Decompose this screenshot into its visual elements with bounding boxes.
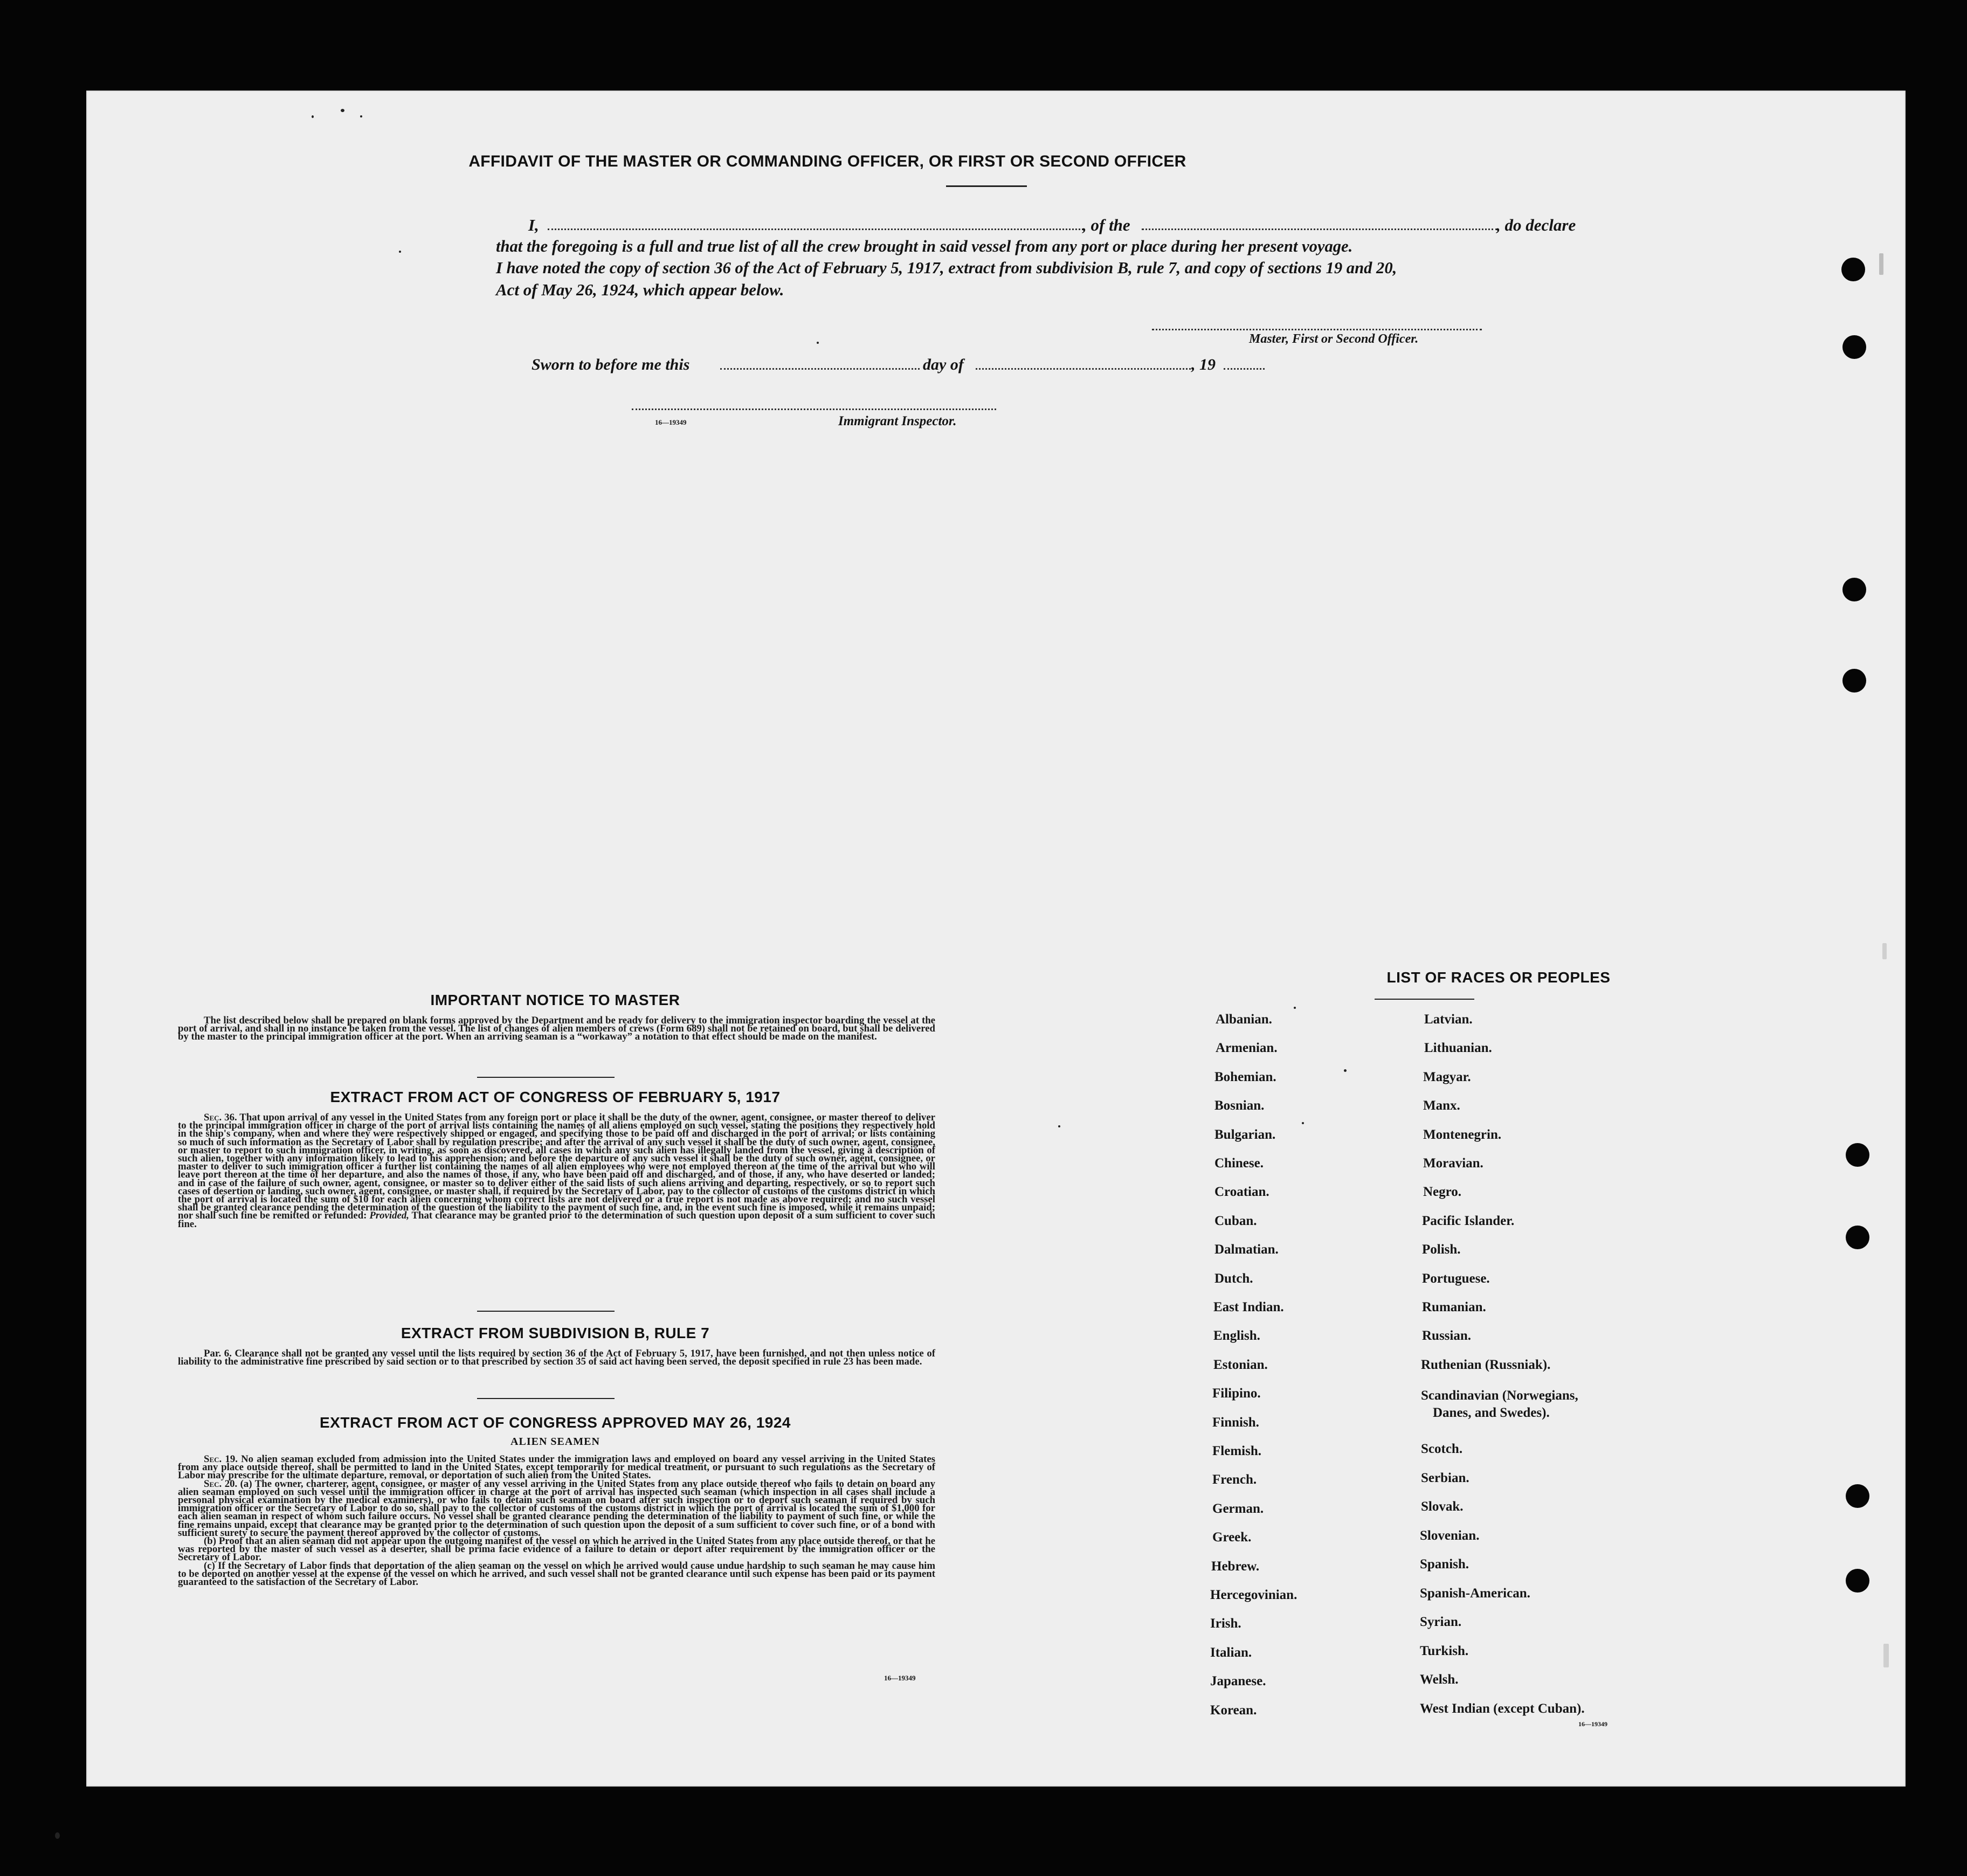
- sworn-date-blank[interactable]: [720, 368, 920, 370]
- race-right-item: West Indian (except Cuban).: [1420, 1701, 1585, 1716]
- sworn-year-label: , 19: [1191, 356, 1216, 373]
- race-right-item: Serbian.: [1421, 1470, 1469, 1485]
- ink-speck: [817, 342, 819, 344]
- section-36-paragraph: [178, 1113, 935, 1228]
- race-left-item: Albanian.: [1216, 1012, 1272, 1027]
- race-right-item: Spanish-American.: [1420, 1586, 1530, 1601]
- race-right-item: Latvian.: [1424, 1012, 1473, 1027]
- ink-speck: [1302, 1122, 1304, 1124]
- race-right-item: Danes, and Swedes).: [1433, 1406, 1550, 1420]
- races-title-rule: [1375, 999, 1474, 1000]
- affidavit-name-blank[interactable]: [548, 229, 1083, 230]
- race-right-item: Slovenian.: [1420, 1528, 1480, 1543]
- races-form-number: 16—19349: [1578, 1720, 1607, 1728]
- affidavit-line4: Act of May 26, 1924, which appear below.: [496, 280, 784, 299]
- race-right-item: Polish.: [1422, 1242, 1461, 1257]
- extract-1924-title: EXTRACT FROM ACT OF CONGRESS APPROVED MAY 26, 1924: [320, 1414, 791, 1431]
- section-20a-paragraph: [178, 1480, 935, 1537]
- signature-blank[interactable]: [1152, 329, 1482, 330]
- affidavit-line3: I have noted the copy of section 36 of the Act of February 5, 1917, extract from subdivision B, rule 7, and copy of sections 19 and 20,: [496, 259, 1397, 277]
- provided-word: Provided,: [369, 1210, 409, 1222]
- race-left-item: Italian.: [1210, 1645, 1252, 1660]
- ink-speck: [1294, 1007, 1296, 1009]
- affidavit-title-rule: [946, 185, 1027, 187]
- race-left-item: Hebrew.: [1211, 1559, 1260, 1574]
- race-right-item: Lithuanian.: [1424, 1041, 1492, 1056]
- race-left-item: Armenian.: [1216, 1041, 1278, 1056]
- punch-hole: [1842, 669, 1866, 693]
- punch-hole: [1841, 258, 1865, 281]
- race-left-item: Finnish.: [1212, 1415, 1259, 1430]
- race-left-item: Filipino.: [1212, 1386, 1261, 1401]
- affidavit-vessel-blank[interactable]: [1142, 229, 1497, 230]
- notice-text: [178, 1016, 935, 1041]
- signature-caption: Master, First or Second Officer.: [1249, 332, 1419, 346]
- extract-1917-rule: [477, 1311, 615, 1312]
- document-page: [86, 91, 1906, 1787]
- section-19-paragraph: [178, 1455, 935, 1480]
- section-19-text: 19. No alien seaman excluded from admission into the United States under the immigration laws and employed on board any vessel arriving in the United States from any place outside thereof, shall be permitted to land in the United States, except temporarily for medical treatment, or pursuant to such regulations as the Secretary of Labor may prescribe for the ultimate departure, removal, or deportation of such alien from the United States.: [178, 1453, 935, 1482]
- ink-speck: [360, 115, 362, 117]
- punch-hole: [1846, 1569, 1869, 1593]
- race-left-item: Cuban.: [1214, 1213, 1257, 1228]
- races-title: LIST OF RACES OR PEOPLES: [1386, 969, 1611, 986]
- sworn-day-label: day of: [923, 356, 964, 373]
- scan-mark: [1882, 943, 1887, 959]
- race-left-item: Japanese.: [1210, 1674, 1266, 1689]
- ink-speck: [1344, 1069, 1347, 1072]
- rule7-text: [178, 1349, 935, 1366]
- race-left-item: Hercegovinian.: [1210, 1588, 1297, 1602]
- affidavit-title: AFFIDAVIT OF THE MASTER OR COMMANDING OFFICER, OR FIRST OR SECOND OFFICER: [468, 153, 1186, 170]
- affidavit-line1-end: , do declare: [1496, 216, 1576, 234]
- race-right-item: Spanish.: [1420, 1557, 1469, 1572]
- ink-speck: [312, 115, 314, 118]
- race-right-item: Magyar.: [1423, 1069, 1471, 1084]
- extract-1924-form-number: 16—19349: [884, 1674, 916, 1682]
- ink-speck: [399, 251, 401, 253]
- section-36-proviso: That clearance may be granted prior to the determination of such question upon deposit of a sum sufficient to cover such fine.: [178, 1210, 935, 1230]
- sworn-year-blank[interactable]: [1224, 368, 1265, 370]
- race-left-item: Croatian.: [1214, 1185, 1269, 1200]
- race-right-item: Scandinavian (Norwegians,: [1421, 1388, 1578, 1403]
- race-right-item: Welsh.: [1420, 1672, 1459, 1687]
- punch-hole: [1846, 1143, 1869, 1167]
- section-20b-paragraph: (b) Proof that an alien seaman did not appear upon the outgoing manifest of the vessel on which he arrived in the United States from any place outside thereof, or that he was reported by the master of such vessel as a deserter, shall be prima facie evidence of a failure to detain or deport after requirement by the immigration officer or the Secretary of Labor.: [178, 1535, 935, 1563]
- sworn-label: Sworn to before me this: [532, 356, 690, 373]
- scan-mark: [1883, 1644, 1889, 1667]
- section-20-label: Sec.: [204, 1478, 222, 1490]
- race-left-item: Dalmatian.: [1214, 1242, 1279, 1257]
- race-right-item: Syrian.: [1420, 1615, 1462, 1629]
- section-20c-paragraph: (c) If the Secretary of Labor finds that deportation of the alien seaman on the vessel on which he arrived would cause undue hardship to such seaman he may cause him to be deported on another vessel at the expense of the vessel on which he arrived, and such vessel shall not be granted clearance until such expense has been paid or its payment guaranteed to the satisfaction of the Secretary of Labor.: [178, 1560, 935, 1588]
- race-left-item: Chinese.: [1214, 1156, 1264, 1171]
- race-right-item: Moravian.: [1423, 1156, 1483, 1171]
- rule7-rule: [477, 1398, 615, 1399]
- section-19-label: Sec.: [204, 1453, 222, 1465]
- race-right-item: Rumanian.: [1422, 1300, 1486, 1314]
- race-left-item: English.: [1213, 1328, 1260, 1344]
- punch-hole: [1846, 1484, 1869, 1508]
- punch-hole: [1842, 335, 1866, 359]
- race-left-item: German.: [1212, 1501, 1264, 1516]
- section-20a-text: 20. (a) The owner, charterer, agent, consignee, or master of any vessel arriving in the United States from any place outside thereof who fails to detain on board any alien seaman employed on such vessel until the immigration officer in charge at the port of arrival has inspected such seaman (which inspection in all cases shall include a personal physical examination by the medical examiners), or who fails to detain such seaman on board after such inspection or to deport such seaman if required by such immigration officer or the Secretary of Labor to do so, shall pay to the collector of customs of the customs district in which the port of arrival is located the sum of $1,000 for each alien seaman in respect of whom such failure occurs. No vessel shall be granted clearance pending the determination of the liability to payment of such fine, or while the fine remains unpaid, except that clearance may be granted prior to the determination of such question upon the deposit of a sum sufficient to cover such fine, or of a bond with sufficient surety to secure the payment thereof approved by the collector of customs.: [178, 1478, 935, 1539]
- ink-speck: [1058, 1125, 1060, 1127]
- race-left-item: Greek.: [1212, 1530, 1252, 1545]
- race-right-item: Scotch.: [1421, 1442, 1463, 1456]
- affidavit-line1-start: I,: [528, 216, 539, 234]
- race-left-item: Estonian.: [1213, 1357, 1268, 1372]
- race-right-item: Ruthenian (Russniak).: [1421, 1357, 1551, 1372]
- extract-1917-title: EXTRACT FROM ACT OF CONGRESS OF FEBRUARY 5, 1917: [330, 1089, 781, 1105]
- race-left-item: Bulgarian.: [1214, 1127, 1276, 1142]
- race-left-item: Bohemian.: [1214, 1069, 1276, 1084]
- race-left-item: French.: [1212, 1472, 1257, 1487]
- sworn-month-blank[interactable]: [976, 368, 1194, 370]
- race-right-item: Montenegrin.: [1423, 1127, 1502, 1142]
- inspector-caption: Immigrant Inspector.: [838, 414, 957, 428]
- scan-mark: [55, 1832, 60, 1839]
- race-right-item: Slovak.: [1421, 1499, 1464, 1514]
- race-right-item: Negro.: [1423, 1185, 1462, 1200]
- affidavit-form-number: 16—19349: [655, 418, 687, 426]
- extract-1924-text: [178, 1455, 935, 1586]
- race-right-item: Turkish.: [1420, 1643, 1469, 1658]
- section-36-label: Sec.: [204, 1112, 222, 1123]
- notice-paragraph: The list described below shall be prepared on blank forms approved by the Department and be ready for delivery to the immigration inspector boarding the vessel at the port of arrival, and shall in no instance be taken from the vessel. The list of changes of alien members of crews (Form 689) shall not be retained on board, but shall be delivered by the master to the principal immigration officer at the port. When an arriving seaman is a “workaway” a notation to that effect should be made on the manifest.: [178, 1015, 935, 1043]
- scan-mark: [1879, 253, 1883, 275]
- extract-1917-text: [178, 1113, 935, 1228]
- race-left-item: Korean.: [1210, 1702, 1257, 1718]
- notice-title: IMPORTANT NOTICE TO MASTER: [430, 992, 680, 1008]
- race-right-item: Portuguese.: [1422, 1271, 1490, 1286]
- race-right-item: Russian.: [1422, 1328, 1472, 1344]
- punch-hole: [1842, 578, 1866, 601]
- affidavit-line2: that the foregoing is a full and true list of all the crew brought in said vessel from any port or place during her present voyage.: [496, 237, 1353, 255]
- race-left-item: East Indian.: [1213, 1300, 1284, 1314]
- race-left-item: Irish.: [1210, 1616, 1241, 1631]
- race-left-item: Flemish.: [1212, 1444, 1261, 1458]
- ink-speck: [341, 109, 344, 112]
- punch-hole: [1846, 1226, 1869, 1249]
- section-36-text: 36. That upon arrival of any vessel in the United States from any foreign port or place it shall be the duty of the owner, agent, consignee, or master thereof to deliver to the principal immigration officer in charge of the port of arrival lists containing the names of all aliens employed on such vessel, stating the positions they respectively hold in the ship's company, when and where they were respectively shipped or engaged, and specifying those to be paid off and discharged in the port of arrival; or lists containing so much of such information as the Secretary of Labor shall by regulation prescribe; and after the arrival of any such vessel it shall be the duty of such owner, agent, consignee, or master to report to such immigration officer, in writing, as soon as discovered, all cases in which any such alien has illegally landed from the vessel, giving a description of such alien, together with any information likely to lead to his apprehension; and before the departure of any such vessel it shall be the duty of such owner, agent, consignee, or master to deliver to such immigration officer a further list containing the names of all alien employees who were not employed thereon at the time of the arrival but who will leave port thereon at the time of her departure, and also the names of those, if any, who have been paid off and discharged, and of those, if any, who have deserted or landed; and in case of the failure of such owner, agent, consignee, or master so to deliver either of the said lists of such aliens arriving and departing, respectively, or so to report such cases of desertion or landing, such owner, agent, consignee, or master shall, if required by the Secretary of Labor, pay to the collector of customs of the customs district in which the port of arrival is located the sum of $10 for each alien concerning whom correct lists are not delivered or a true report is not made as above required; and no such vessel shall be granted clearance pending the determination of the question of the liability to the payment of such fine, and, in the event such fine is imposed, while it remains unpaid; nor shall such fine be remitted or refunded:: [178, 1112, 935, 1222]
- inspector-blank[interactable]: [632, 409, 996, 410]
- notice-rule: [477, 1077, 615, 1078]
- race-left-item: Bosnian.: [1214, 1098, 1265, 1113]
- race-left-item: Dutch.: [1214, 1271, 1253, 1286]
- race-right-item: Pacific Islander.: [1422, 1213, 1515, 1228]
- rule7-title: EXTRACT FROM SUBDIVISION B, RULE 7: [401, 1325, 710, 1341]
- alien-seamen-subtitle: ALIEN SEAMEN: [510, 1436, 600, 1448]
- race-right-item: Manx.: [1423, 1098, 1460, 1113]
- affidavit-line1-of: , of the: [1082, 216, 1130, 234]
- rule7-paragraph: Par. 6. Clearance shall not be granted any vessel until the lists required by section 36 of the Act of February 5, 1917, have been furnished, and not then unless notice of liability to the administrative fine prescribed by said section or to that prescribed by section 35 of said act having been served, the deposit specified in rule 23 has been made.: [178, 1348, 935, 1368]
